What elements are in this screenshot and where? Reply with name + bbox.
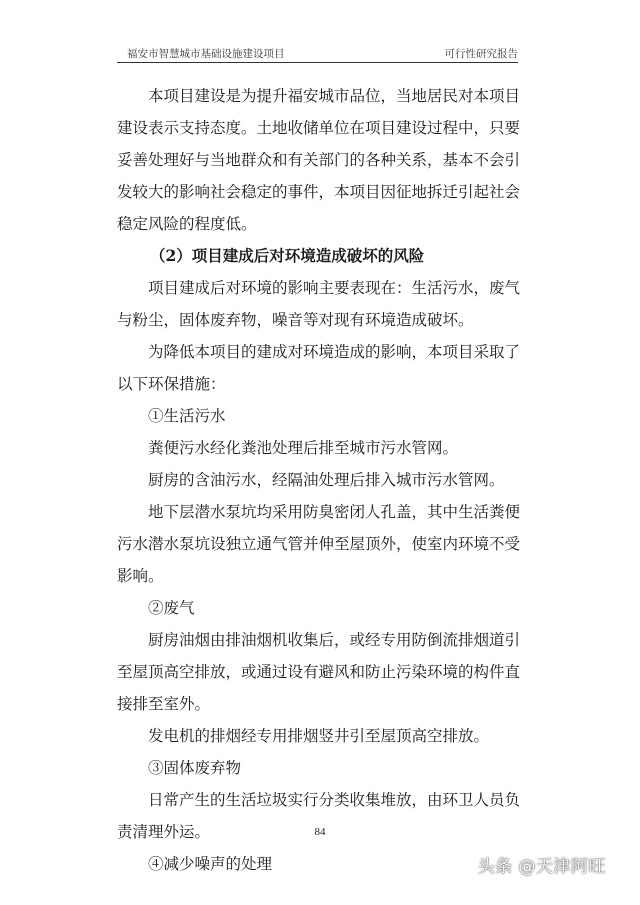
header-project-title: 福安市智慧城市基础设施建设项目	[127, 48, 285, 60]
item-heading-sewage: ①生活污水	[148, 407, 226, 425]
item-heading-noise: ④减少噪声的处理	[148, 855, 273, 873]
paragraph-exhaust-2: 发电机的排烟经专用排烟竖井引至屋顶高空排放。	[148, 727, 490, 745]
paragraph-sewage-3: 地下层潜水泵坑均采用防臭密闭人孔盖，其中生活粪便污水潜水泵坑设独立通气管并伸至屋顶外，使室内环境不受影响。	[117, 503, 521, 585]
page-header	[117, 44, 518, 63]
paragraph-sewage-1: 粪便污水经化粪池处理后排至城市污水管网。	[148, 439, 459, 457]
document-body	[117, 80, 527, 880]
paragraph-sewage-2: 厨房的含油污水，经隔油处理后排入城市污水管网。	[148, 471, 505, 489]
paragraph-solid-waste: 日常产生的生活垃圾实行分类收集堆放，由环卫人员负责清理外运。	[117, 791, 521, 841]
section-heading-environment-risk: （2）项目建成后对环境造成破坏的风险	[150, 246, 425, 265]
paragraph-exhaust-1: 厨房油烟由排油烟机收集后，或经专用防倒流排烟道引至屋顶高空排放，或通过设有避风和防止污染环境的构件直接排至室外。	[117, 631, 521, 713]
header-report-type: 可行性研究报告	[444, 48, 518, 60]
page-number: 84	[314, 826, 326, 838]
paragraph-support-attitude: 本项目建设是为提升福安城市品位，当地居民对本项目建设表示支持态度。土地收储单位在项目建设过程中，只要妥善处理好与当地群众和有关部门的各种关系，基本不会引发较大的影响社会稳定的事件，本项目因征地拆迁引起社会稳定风险的程度低。	[117, 87, 521, 233]
item-heading-solid-waste: ③固体废弃物	[148, 759, 242, 777]
item-heading-exhaust: ②废气	[148, 599, 195, 617]
paragraph-measures-intro: 为降低本项目的建成对环境造成的影响，本项目采取了以下环保措施：	[117, 343, 521, 393]
paragraph-environment-impact: 项目建成后对环境的影响主要表现在：生活污水，废气与粉尘，固体废弃物，噪音等对现有环境造成破坏。	[117, 279, 521, 329]
source-watermark: 头条 @天津阿旺	[477, 857, 606, 877]
